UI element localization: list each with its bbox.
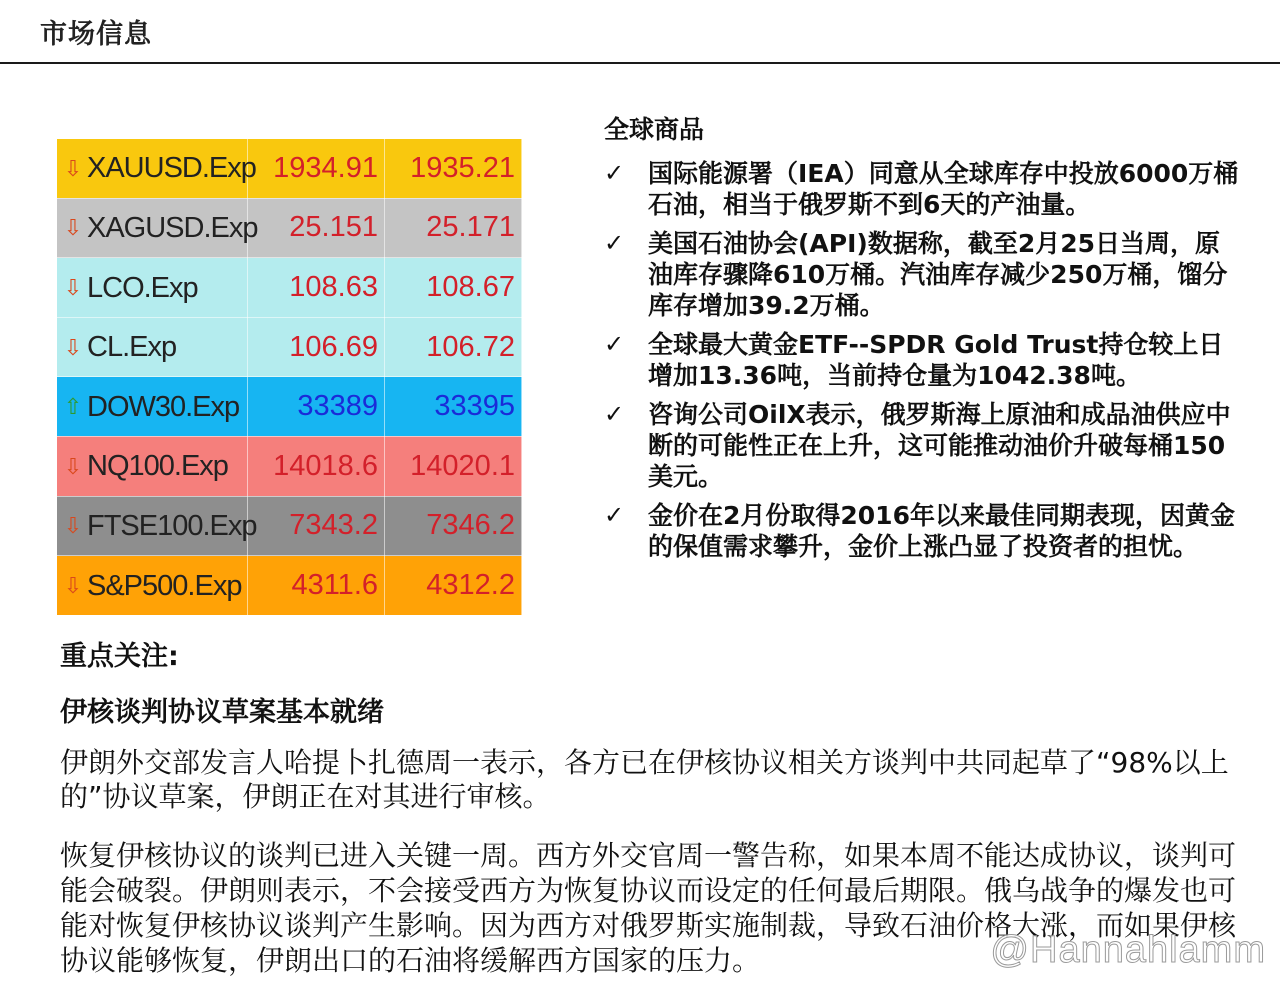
checkmark-icon: ✓ [604, 501, 625, 529]
checkmark-icon: ✓ [604, 330, 625, 358]
quote-symbol-cell [57, 198, 258, 258]
commodity-item [604, 228, 1244, 321]
quote-symbol: CL.Exp [87, 331, 177, 363]
quote-ask: 108.67 [385, 258, 522, 318]
focus-title: 重点关注: [60, 641, 179, 672]
focus-subtitle: 伊核谈判协议草案基本就绪 [60, 697, 384, 728]
quote-symbol: S&P500.Exp [87, 569, 242, 602]
focus-paragraph-2: 恢复伊核协议的谈判已进入关键一周。西方外交官周一警告称，如果本周不能达成协议，谈判可能会破裂。伊朗则表示，不会接受西方为恢复协议而设定的任何最后期限。俄乌战争的爆发也可能对恢复伊核协议谈判产生影响。因为西方对俄罗斯实施制裁，导致石油价格大涨，而如果伊核协议能够恢复，伊朗出口的石油将缓解西方国家的压力。 [60, 839, 1237, 977]
arrow-down-icon: ⇩ [63, 334, 83, 360]
quote-ask: 14020.1 [385, 436, 522, 496]
arrow-down-icon: ⇩ [63, 155, 83, 181]
arrow-down-icon: ⇩ [63, 274, 83, 300]
quote-symbol-cell [57, 556, 248, 616]
arrow-up-icon: ⇧ [63, 394, 83, 420]
quote-row [57, 139, 522, 199]
arrow-down-icon: ⇩ [63, 453, 83, 479]
quote-row [57, 377, 522, 437]
checkmark-icon: ✓ [604, 159, 625, 187]
quote-symbol: FTSE100.Exp [87, 509, 257, 542]
quote-bid: 25.151 [248, 198, 385, 258]
commodities-list [604, 158, 1244, 570]
checkmark-icon: ✓ [604, 400, 625, 428]
quote-bid: 7343.2 [248, 496, 385, 556]
quote-row [57, 258, 522, 318]
quote-row [57, 556, 522, 616]
quote-ask: 106.72 [385, 317, 522, 377]
commodity-item-text: 咨询公司OilX表示，俄罗斯海上原油和成品油供应中断的可能性正在上升，这可能推动油价升破每桶150美元。 [648, 400, 1231, 491]
quote-ask: 4312.2 [385, 556, 522, 616]
commodity-item-text: 美国石油协会(API)数据称，截至2月25日当周，原油库存骤降610万桶。汽油库存减少250万桶，馏分库存增加39.2万桶。 [648, 229, 1228, 320]
commodity-item [604, 399, 1244, 492]
quote-row [57, 317, 522, 377]
quote-ask: 25.171 [385, 198, 522, 258]
commodity-item-text: 国际能源署（IEA）同意从全球库存中投放6000万桶石油，相当于俄罗斯不到6天的产油量。 [648, 159, 1239, 219]
quote-bid: 14018.6 [248, 436, 385, 496]
header-divider [0, 62, 1280, 64]
quote-row [57, 198, 522, 258]
quote-bid: 4311.6 [248, 556, 385, 616]
quote-symbol: XAGUSD.Exp [87, 211, 258, 244]
commodity-item-text: 金价在2月份取得2016年以来最佳同期表现，因黄金的保值需求攀升，金价上涨凸显了投资者的担忧。 [648, 501, 1235, 561]
checkmark-icon: ✓ [604, 229, 625, 257]
arrow-down-icon: ⇩ [63, 572, 83, 598]
focus-paragraph-1: 伊朗外交部发言人哈提卜扎德周一表示，各方已在伊核协议相关方谈判中共同起草了“98%以上的”协议草案，伊朗正在对其进行审核。 [60, 746, 1229, 813]
quote-row [57, 436, 522, 496]
quote-bid: 106.69 [248, 317, 385, 377]
quote-symbol-cell [57, 377, 248, 437]
arrow-down-icon: ⇩ [63, 513, 83, 539]
watermark: @Hannahlamm [990, 929, 1266, 971]
quote-symbol-cell [57, 258, 248, 318]
commodity-item [604, 329, 1244, 391]
page-title: 市场信息 [40, 19, 152, 50]
quotes-table [56, 138, 522, 616]
quote-symbol-cell [57, 139, 256, 199]
quote-symbol-cell [57, 436, 248, 496]
quote-symbol: LCO.Exp [87, 271, 198, 304]
quote-ask: 7346.2 [385, 496, 522, 556]
commodity-item [604, 500, 1244, 562]
quote-bid: 108.63 [248, 258, 385, 318]
quote-symbol: XAUUSD.Exp [87, 152, 256, 185]
quote-symbol-cell [57, 496, 257, 556]
quote-symbol: DOW30.Exp [87, 390, 240, 423]
commodity-item-text: 全球最大黄金ETF--SPDR Gold Trust持仓较上日增加13.36吨，当前持仓量为1042.38吨。 [648, 330, 1224, 390]
quote-ask: 1935.21 [385, 139, 522, 199]
quote-row [57, 496, 522, 556]
quote-bid: 1934.91 [248, 139, 385, 199]
quote-bid: 33389 [248, 377, 385, 437]
commodities-title: 全球商品 [604, 115, 705, 144]
quote-ask: 33395 [385, 377, 522, 437]
commodity-item [604, 158, 1244, 220]
quote-symbol-cell [57, 317, 248, 377]
quote-symbol: NQ100.Exp [87, 450, 228, 483]
arrow-down-icon: ⇩ [63, 215, 83, 241]
